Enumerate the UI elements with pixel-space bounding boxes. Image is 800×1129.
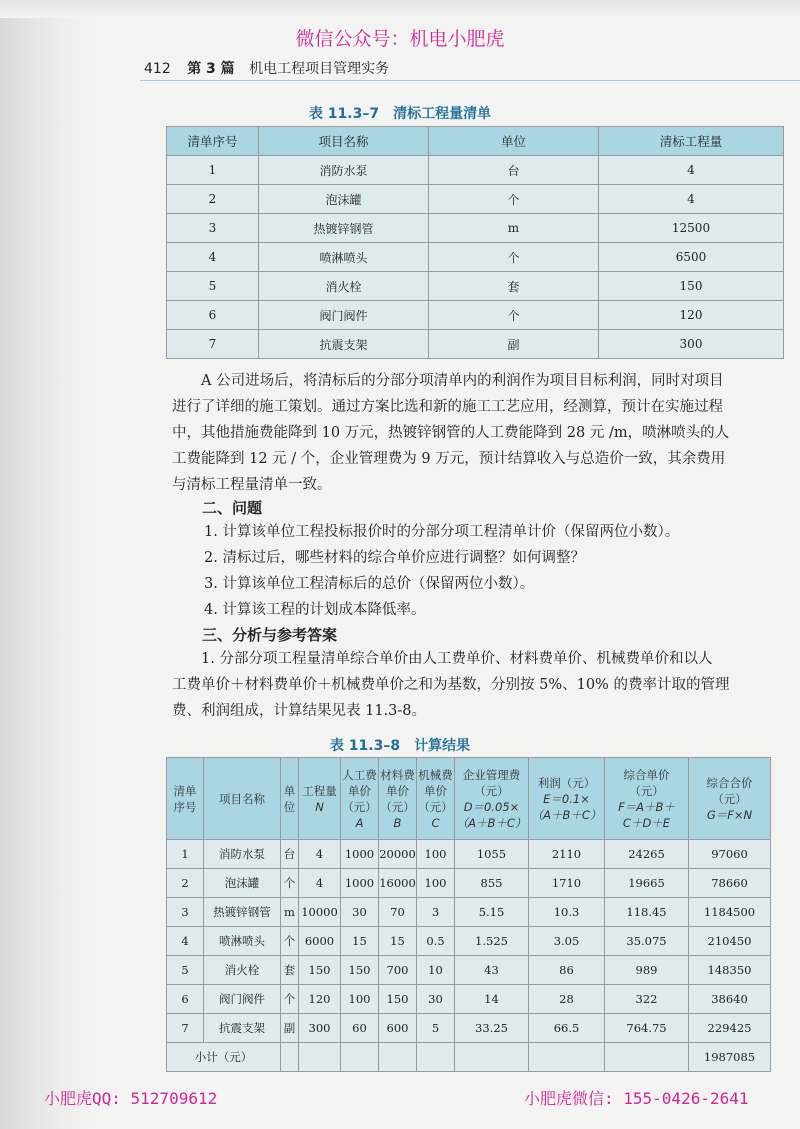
table-cell: 10000 <box>299 898 341 927</box>
table-cell: 20000 <box>379 840 417 869</box>
table-row <box>167 243 784 272</box>
answer-paragraph <box>172 646 776 724</box>
table-cell <box>379 1043 417 1072</box>
table-cell: 4 <box>299 840 341 869</box>
table-row <box>167 869 771 898</box>
table-cell: 个 <box>429 185 599 214</box>
header-cell: 项目名称 <box>259 127 429 156</box>
table-cell: 副 <box>429 330 599 359</box>
table-cell: 1 <box>167 156 259 185</box>
paragraph-line: 进行了详细的施工策划。通过方案比选和新的施工工艺应用，经测算，预计在实施过程 <box>172 399 723 415</box>
part-label: 第 3 篇 <box>187 61 235 77</box>
table-cell: 个 <box>281 927 299 956</box>
table-cell: 泡沫罐 <box>259 185 429 214</box>
table-cell: 86 <box>529 956 605 985</box>
table-cell: 60 <box>341 1014 379 1043</box>
table-cell: 78660 <box>689 869 771 898</box>
table-cell: 5.15 <box>455 898 529 927</box>
header-cell: 综合合价 （元） G＝F×N <box>689 758 771 840</box>
header-cell: 利润（元） E＝0.1× （A＋B＋C） <box>529 758 605 840</box>
table-cell: 台 <box>429 156 599 185</box>
table-cell: 19665 <box>605 869 689 898</box>
question-item: 2. 清标过后，哪些材料的综合单价应进行调整？如何调整？ <box>204 550 585 566</box>
table-cell: 300 <box>299 1014 341 1043</box>
table-cell: 38640 <box>689 985 771 1014</box>
table-cell: 5 <box>417 1014 455 1043</box>
table-cell: 4 <box>167 927 204 956</box>
table-cell: 1184500 <box>689 898 771 927</box>
table-header-row <box>167 127 784 156</box>
table-cell: 1000 <box>341 840 379 869</box>
header-cell: 项目名称 <box>204 758 281 840</box>
table-cell: 喷淋喷头 <box>204 927 281 956</box>
table-cell: 6000 <box>299 927 341 956</box>
table-cell: 97060 <box>689 840 771 869</box>
subtotal-row <box>167 1043 771 1072</box>
page-edge-shadow <box>0 0 92 1129</box>
table-cell: 28 <box>529 985 605 1014</box>
table-cell <box>417 1043 455 1072</box>
table-cell: 阀门阀件 <box>259 301 429 330</box>
table-cell: 4 <box>599 156 784 185</box>
table-cell: 118.45 <box>605 898 689 927</box>
table-cell: 2 <box>167 869 204 898</box>
paragraph-line: 费、利润组成，计算结果见表 11.3-8。 <box>172 703 427 719</box>
table-cell: 7 <box>167 1014 204 1043</box>
question-item: 3. 计算该单位工程清标后的总价（保留两位小数）。 <box>204 576 535 592</box>
table-row <box>167 272 784 301</box>
header-cell: 单位 <box>429 127 599 156</box>
table-cell: 989 <box>605 956 689 985</box>
table-row <box>167 156 784 185</box>
quantity-table <box>166 126 784 359</box>
table-cell: 消火栓 <box>204 956 281 985</box>
table-cell: 0.5 <box>417 927 455 956</box>
table-cell: 66.5 <box>529 1014 605 1043</box>
header-cell: 清单 序号 <box>167 758 204 840</box>
table-cell: 300 <box>599 330 784 359</box>
page-number: 412 <box>144 61 171 77</box>
table-row <box>167 927 771 956</box>
table-row <box>167 898 771 927</box>
table-cell: 6 <box>167 985 204 1014</box>
table-cell: 3 <box>417 898 455 927</box>
table-cell: 150 <box>379 985 417 1014</box>
table-cell: 个 <box>281 869 299 898</box>
table-cell: 855 <box>455 869 529 898</box>
table-cell: 台 <box>281 840 299 869</box>
header-title: 机电工程项目管理实务 <box>249 61 390 77</box>
page-header <box>144 58 389 78</box>
table-cell <box>341 1043 379 1072</box>
table-cell: 2 <box>167 185 259 214</box>
table-cell: 个 <box>281 985 299 1014</box>
subtotal-value: 1987085 <box>689 1043 771 1072</box>
table-cell: 3.05 <box>529 927 605 956</box>
table-cell: 1000 <box>341 869 379 898</box>
table-cell: 6500 <box>599 243 784 272</box>
table-cell: 套 <box>429 272 599 301</box>
table-row <box>167 330 784 359</box>
table-cell: 700 <box>379 956 417 985</box>
table-cell: 消防水泵 <box>259 156 429 185</box>
paragraph-line: 中，其他措施费能降到 10 万元，热镀锌钢管的人工费能降到 28 元 /m，喷淋喷头的人 <box>172 425 730 441</box>
table-cell: 100 <box>417 869 455 898</box>
table-cell: 120 <box>299 985 341 1014</box>
subtotal-label: 小计（元） <box>167 1043 281 1072</box>
table-header-row <box>167 758 771 840</box>
header-cell: 清标工程量 <box>599 127 784 156</box>
table-cell: 33.25 <box>455 1014 529 1043</box>
header-cell: 单 位 <box>281 758 299 840</box>
table-cell: m <box>429 214 599 243</box>
table-cell: 1710 <box>529 869 605 898</box>
table-cell: 210450 <box>689 927 771 956</box>
paragraph-line: A 公司进场后，将清标后的分部分项清单内的利润作为项目目标利润，同时对项目 <box>201 373 724 389</box>
table1-caption: 表 11.3–7 清标工程量清单 <box>308 106 492 122</box>
table-cell: 16000 <box>379 869 417 898</box>
table-cell: 消防水泵 <box>204 840 281 869</box>
table-cell: 70 <box>379 898 417 927</box>
paragraph-line: 工费单价＋材料费单价＋机械费单价之和为基数，分别按 5%、10% 的费率计取的管理 <box>172 677 730 693</box>
table-cell: 副 <box>281 1014 299 1043</box>
table-cell: 14 <box>455 985 529 1014</box>
table-cell: 个 <box>429 243 599 272</box>
table-cell: 150 <box>341 956 379 985</box>
section-heading-questions: 二、问题 <box>202 499 263 517</box>
result-table <box>166 757 771 1072</box>
table-cell: 12500 <box>599 214 784 243</box>
header-cell: 工程量 N <box>299 758 341 840</box>
header-cell: 机械费 单价 （元） C <box>417 758 455 840</box>
table-cell <box>605 1043 689 1072</box>
table-cell: 229425 <box>689 1014 771 1043</box>
table-cell: 2110 <box>529 840 605 869</box>
section-heading-answers: 三、分析与参考答案 <box>202 626 338 644</box>
header-cell: 综合单价 （元） F＝A＋B＋ C＋D＋E <box>605 758 689 840</box>
table-cell: 148350 <box>689 956 771 985</box>
table-cell: 4 <box>599 185 784 214</box>
table-row <box>167 301 784 330</box>
watermark-bottom-right: 小肥虎微信: 155-0426-2641 <box>524 1089 749 1108</box>
table-cell: 抗震支架 <box>204 1014 281 1043</box>
table-cell <box>299 1043 341 1072</box>
table-cell: 764.75 <box>605 1014 689 1043</box>
table-cell: 24265 <box>605 840 689 869</box>
body-paragraph <box>172 368 776 498</box>
table-cell: 30 <box>417 985 455 1014</box>
table-cell: 100 <box>417 840 455 869</box>
table-cell: 喷淋喷头 <box>259 243 429 272</box>
table-cell: 3 <box>167 898 204 927</box>
paragraph-line: 工费能降到 12 元 / 个，企业管理费为 9 万元，预计结算收入与总造价一致，其余费用 <box>172 451 726 467</box>
question-item: 4. 计算该工程的计划成本降低率。 <box>204 602 426 618</box>
paragraph-line: 与清标工程量清单一致。 <box>172 477 332 493</box>
watermark-top: 微信公众号：机电小肥虎 <box>295 28 505 50</box>
table-row <box>167 840 771 869</box>
table-cell: 泡沫罐 <box>204 869 281 898</box>
table-cell: 10 <box>417 956 455 985</box>
table-cell <box>281 1043 299 1072</box>
table-cell: 7 <box>167 330 259 359</box>
table2-caption: 表 11.3–8 计算结果 <box>329 738 471 754</box>
paragraph-line: 1. 分部分项工程量清单综合单价由人工费单价、材料费单价、机械费单价和以人 <box>201 651 713 667</box>
table-cell: m <box>281 898 299 927</box>
table-cell <box>455 1043 529 1072</box>
table-cell: 1055 <box>455 840 529 869</box>
header-cell: 企业管理费 （元） D＝0.05× （A＋B＋C） <box>455 758 529 840</box>
header-cell: 清单序号 <box>167 127 259 156</box>
top-edge-shadow <box>0 0 800 18</box>
table-cell: 抗震支架 <box>259 330 429 359</box>
table-cell: 4 <box>167 243 259 272</box>
table-cell: 150 <box>299 956 341 985</box>
table-cell: 个 <box>429 301 599 330</box>
table-cell: 10.3 <box>529 898 605 927</box>
table-cell: 4 <box>299 869 341 898</box>
table-cell <box>529 1043 605 1072</box>
table-cell: 3 <box>167 214 259 243</box>
table-cell: 热镀锌钢管 <box>259 214 429 243</box>
table-cell: 15 <box>341 927 379 956</box>
table-row <box>167 185 784 214</box>
table-cell: 5 <box>167 956 204 985</box>
table-row <box>167 1014 771 1043</box>
watermark-bottom-left: 小肥虎QQ: 512709612 <box>44 1089 218 1108</box>
header-cell: 人工费 单价 （元） A <box>341 758 379 840</box>
table-row <box>167 985 771 1014</box>
header-cell: 材料费 单价 （元） B <box>379 758 417 840</box>
table-cell: 1.525 <box>455 927 529 956</box>
table-cell: 43 <box>455 956 529 985</box>
table-row <box>167 214 784 243</box>
table-cell: 消火栓 <box>259 272 429 301</box>
table-cell: 阀门阀件 <box>204 985 281 1014</box>
table-cell: 热镀锌钢管 <box>204 898 281 927</box>
table-cell: 5 <box>167 272 259 301</box>
table-cell: 322 <box>605 985 689 1014</box>
table-cell: 30 <box>341 898 379 927</box>
table-cell: 100 <box>341 985 379 1014</box>
table-cell: 15 <box>379 927 417 956</box>
table-cell: 1 <box>167 840 204 869</box>
header-divider <box>140 80 800 81</box>
question-item: 1. 计算该单位工程投标报价时的分部分项工程清单计价（保留两位小数）。 <box>204 524 680 540</box>
table-cell: 6 <box>167 301 259 330</box>
table-row <box>167 956 771 985</box>
table-cell: 120 <box>599 301 784 330</box>
table-cell: 套 <box>281 956 299 985</box>
table-cell: 600 <box>379 1014 417 1043</box>
table-cell: 35.075 <box>605 927 689 956</box>
table-cell: 150 <box>599 272 784 301</box>
